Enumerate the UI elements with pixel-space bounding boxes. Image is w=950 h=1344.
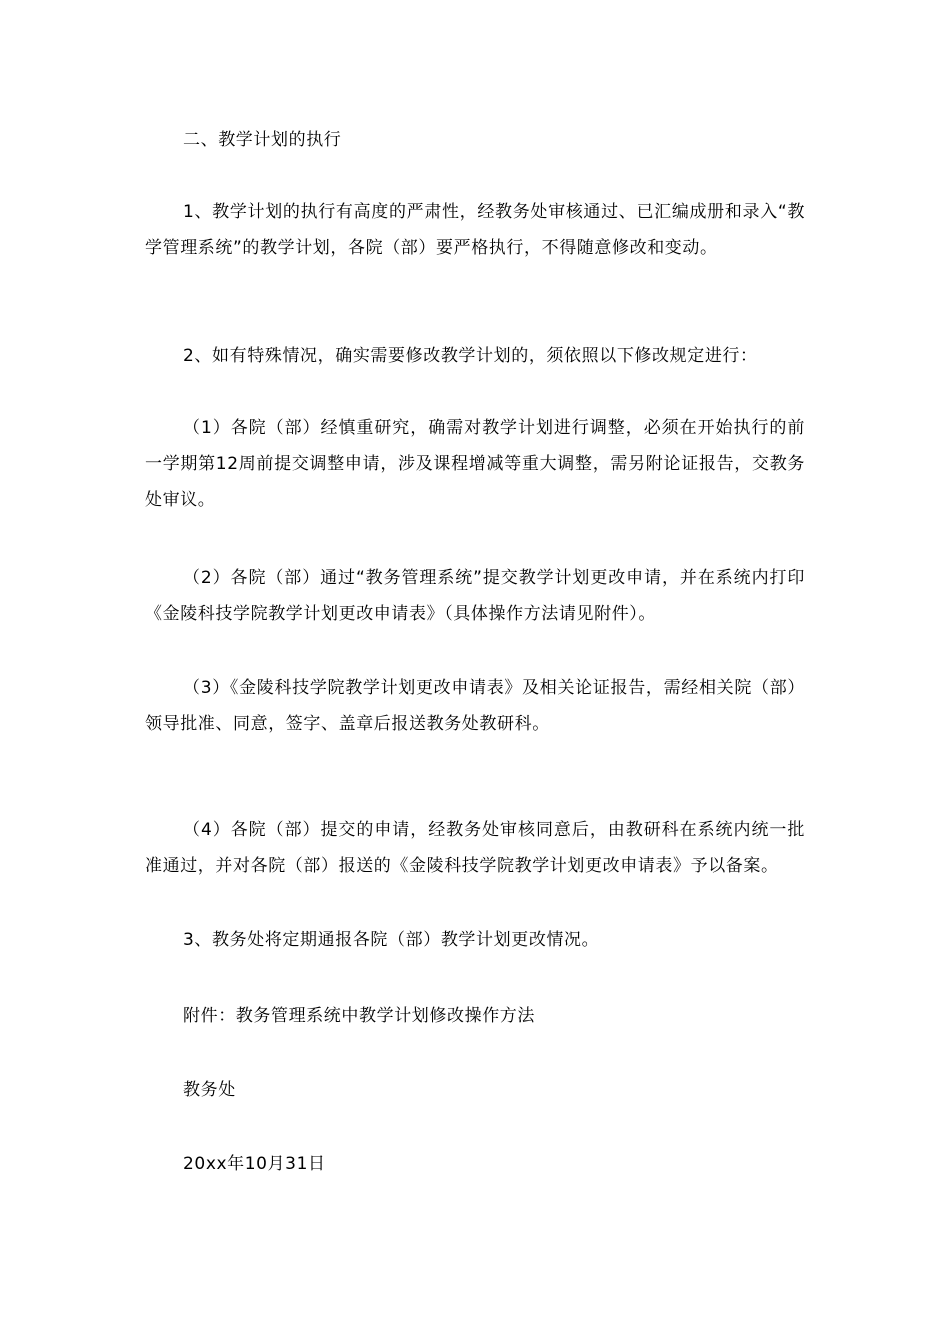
paragraph-execution-seriousness: 1、教学计划的执行有高度的严肃性，经教务处审核通过、已汇编成册和录入“教学管理系统”的教学计划，各院（部）要严格执行，不得随意修改和变动。 (145, 202, 805, 258)
section-heading: 二、教学计划的执行 (183, 130, 342, 150)
signature: 教务处 (183, 1080, 236, 1100)
paragraph-notification: 3、教务处将定期通报各院（部）教学计划更改情况。 (183, 930, 600, 950)
paragraph-special-cases: 2、如有特殊情况，确实需要修改教学计划的，须依照以下修改规定进行： (183, 346, 758, 366)
paragraph-item-2: （2）各院（部）通过“教务管理系统”提交教学计划更改申请，并在系统内打印《金陵科技学院教学计划更改申请表》（具体操作方法请见附件）。 (145, 568, 805, 624)
attachment-note: 附件：教务管理系统中教学计划修改操作方法 (183, 1006, 535, 1026)
document-date: 20xx年10月31日 (183, 1154, 326, 1174)
paragraph-item-4: （4）各院（部）提交的申请，经教务处审核同意后，由教研科在系统内统一批准通过，并对各院（部）报送的《金陵科技学院教学计划更改申请表》予以备案。 (145, 820, 805, 876)
paragraph-item-1: （1）各院（部）经慎重研究，确需对教学计划进行调整，必须在开始执行的前一学期第12周前提交调整申请，涉及课程增减等重大调整，需另附论证报告，交教务处审议。 (145, 418, 805, 510)
paragraph-item-3: （3）《金陵科技学院教学计划更改申请表》及相关论证报告，需经相关院（部）领导批准、同意，签字、盖章后报送教务处教研科。 (145, 678, 805, 734)
